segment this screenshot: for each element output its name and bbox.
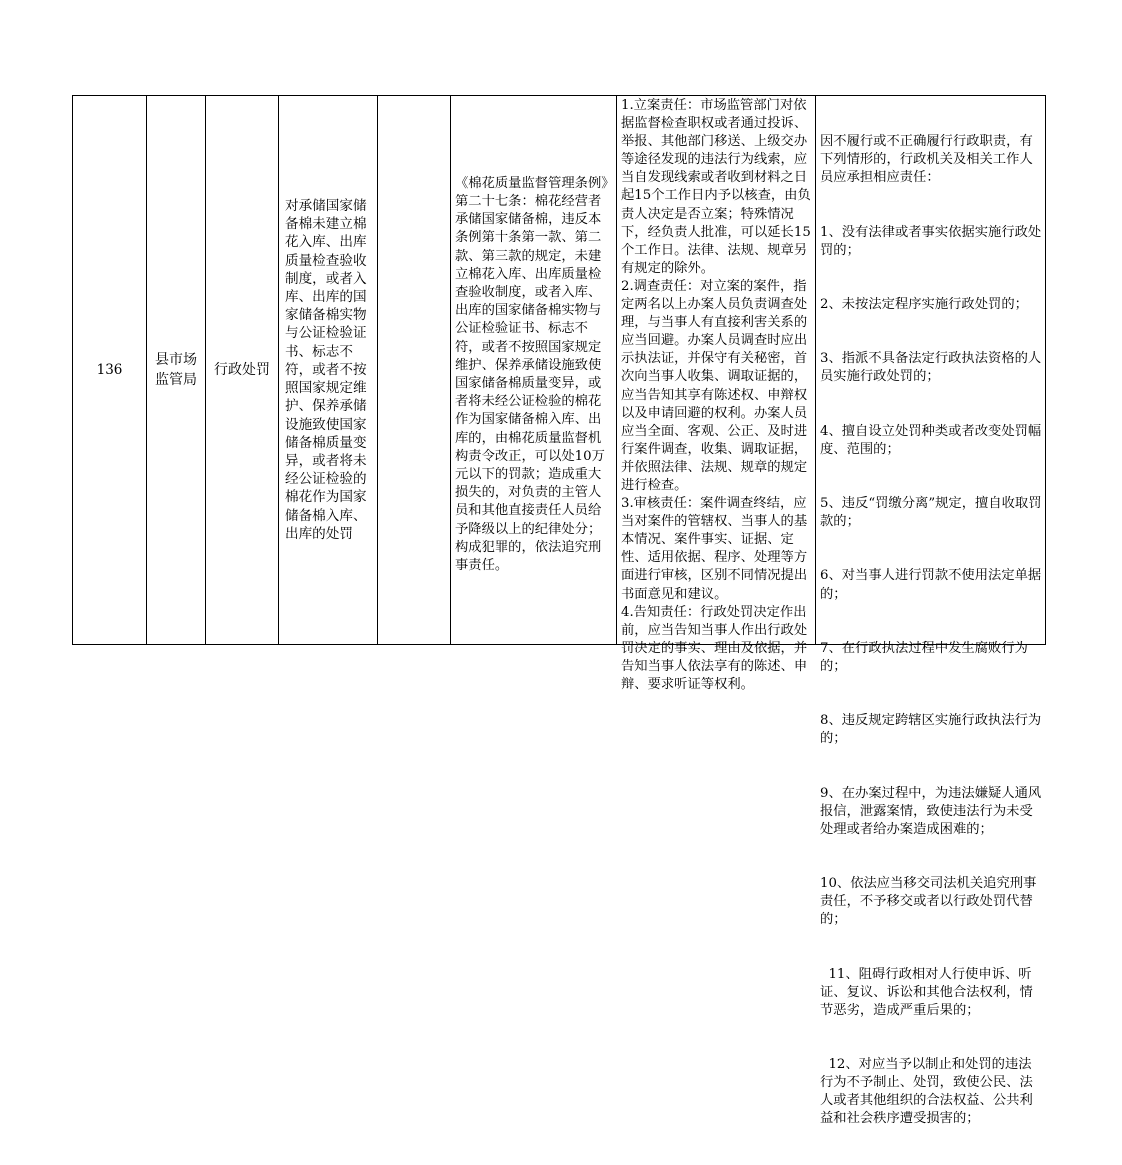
responsibility-item: 1.立案责任：市场监管部门对依据监督检查职权或者通过投诉、举报、其他部门移送、上级交办等途径发现的违法行为线索，应当自发现线索或者收到材料之日起15个工作日内予以核查，由负责人决定是否立案；特殊情况下，经负责人批准，可以延长15个工作日。法律、法规、规章另有规定的除外。: [621, 98, 811, 276]
accountability-item: 11、阻碍行政相对人行使申诉、听证、复议、诉讼和其他合法权利，情节恶劣，造成严重后果的；: [820, 966, 1033, 1018]
violation-description: 对承储国家储备棉未建立棉花入库、出库质量检查验收制度，或者入库、出库的国家储备棉实物与公证检验证书、标志不符，或者不按照国家规定维护、保养承储设施致使国家储备棉质量变异，或者将未经公证检验的棉花作为国家储备棉入库、出库的处罚: [285, 198, 367, 542]
accountability-item: 7、在行政执法过程中发生腐败行为的；: [820, 640, 1028, 674]
accountability-item: 2、未按法定程序实施行政处罚的；: [820, 297, 1028, 313]
accountability-item: 8、违反规定跨辖区实施行政执法行为的；: [820, 713, 1042, 747]
accountability-list: [816, 96, 1047, 1165]
department-name: 县市场监管局: [155, 352, 197, 388]
responsibility-cell: [617, 96, 816, 692]
penalty-category: 行政处罚: [214, 362, 270, 378]
accountability-item: 3、指派不具备法定行政执法资格的人员实施行政处罚的；: [820, 351, 1042, 385]
department-cell: [147, 96, 206, 644]
responsibility-item: 4.告知责任：行政处罚决定作出前，应当告知当事人作出行政处罚决定的事实、理由及依据，并告知当事人依法享有的陈述、申辩、要求听证等权利。: [621, 604, 808, 692]
legal-basis-text: 《棉花质量监督管理条例》第二十七条：棉花经营者承储国家储备棉，违反本条例第十条第一款、第二款、第三款的规定，未建立棉花入库、出库质量检查验收制度，或者入库、出库的国家储备棉实物与公证检验证书、标志不符，或者不按照国家规定维护、保养承储设施致使国家储备棉质量变异，或者将未经公证检验的棉花作为国家储备棉入库、出库的，由棉花质量监督机构责令改正，可以处10万元以下的罚款；造成重大损失的，对负责的主管人员和其他直接责任人员给予降级以上的纪律处分；构成犯罪的，依法追究刑事责任。: [455, 175, 608, 574]
category-cell: [206, 96, 279, 644]
responsibility-list: [617, 96, 815, 694]
accountability-item: 10、依法应当移交司法机关追究刑事责任，不予移交或者以行政处罚代替的；: [820, 876, 1037, 928]
responsibility-item: 3.审核责任：案件调查终结，应当对案件的管辖权、当事人的基本情况、案件事实、证据、定性、适用依据、程序、处理等方面进行审核，区别不同情况提出书面意见和建议。: [621, 496, 808, 602]
accountability-item: 6、对当事人进行罚款不使用法定单据的；: [820, 568, 1042, 602]
violation-cell: [279, 96, 378, 644]
accountability-item: 5、违反“罚缴分离”规定，擅自收取罚款的；: [820, 496, 1042, 530]
accountability-item: 1、没有法律或者事实依据实施行政处罚的；: [820, 224, 1042, 258]
accountability-intro: 因不履行或不正确履行行政职责，有下列情形的，行政机关及相关工作人员应承担相应责任：: [820, 134, 1033, 186]
row-number: 136: [96, 362, 123, 378]
responsibility-item: 2.调查责任：对立案的案件，指定两名以上办案人员负责调查处理，与当事人有直接利害关系的应当回避。办案人员调查时应出示执法证，并保守有关秘密，首次向当事人收集、调取证据的，应当告知其享有陈述权、申辩权以及申请回避的权利。办案人员应当全面、客观、公正、及时进行案件调查，收集、调取证据，并依照法律、法规、规章的规定进行检查。: [621, 278, 808, 493]
accountability-item: 9、在办案过程中，为违法嫌疑人通风报信，泄露案情，致使违法行为未受处理或者给办案造成困难的；: [820, 785, 1042, 837]
accountability-item: 12、对应当予以制止和处罚的违法行为不予制止、处罚，致使公民、法人或者其他组织的合法权益、公共利益和社会秩序遭受损害的；: [820, 1056, 1033, 1127]
accountability-cell: [816, 96, 1047, 1127]
legal-basis-cell: [451, 96, 617, 644]
sub-item-cell: [378, 96, 451, 644]
table-row: [72, 95, 1046, 1127]
accountability-item: 4、擅自设立处罚种类或者改变处罚幅度、范围的；: [820, 423, 1042, 457]
row-number-cell: [73, 96, 147, 644]
